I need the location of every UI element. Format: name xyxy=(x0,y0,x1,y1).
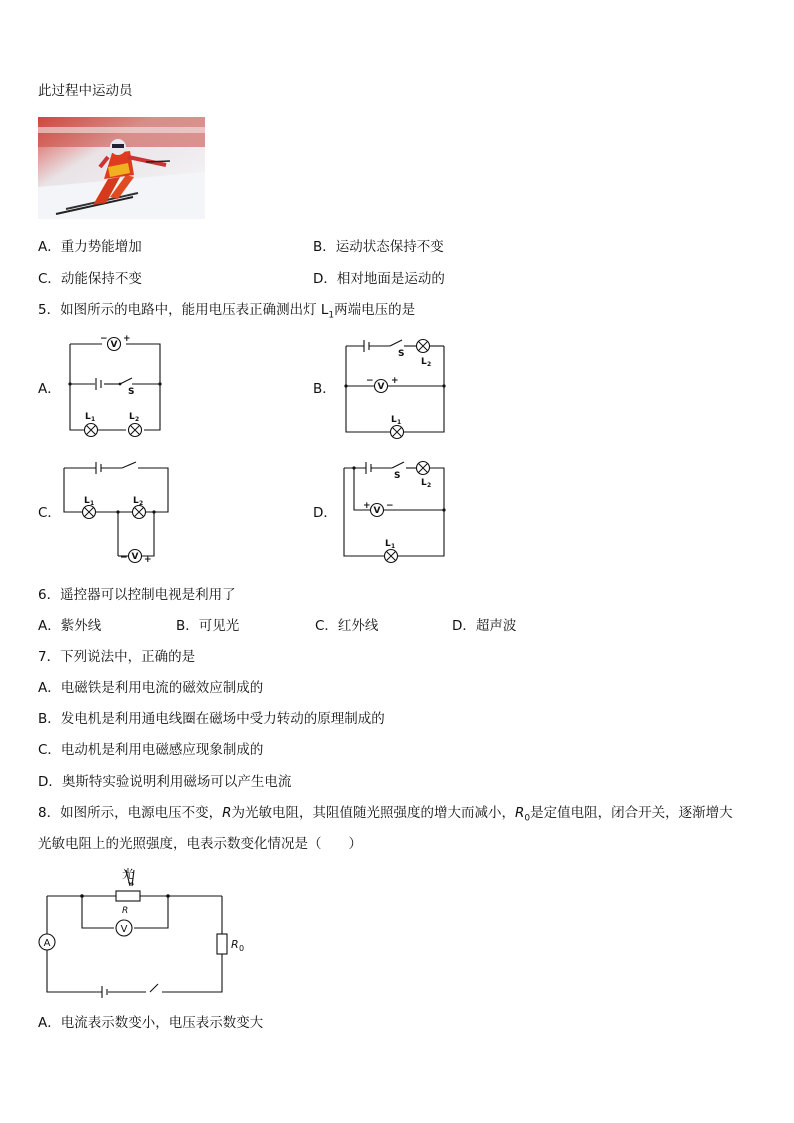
voltmeter-icon xyxy=(375,380,388,393)
q5-label-d: D． xyxy=(313,505,337,521)
q5-label-b: B． xyxy=(313,381,336,397)
q6-option-a: A．紫外线 xyxy=(38,618,102,634)
q5-stem xyxy=(38,301,415,325)
svg-text:A: A xyxy=(43,938,51,949)
q4-option-a: A．重力势能增加 xyxy=(38,239,142,255)
svg-text:1: 1 xyxy=(397,419,402,426)
svg-text:V: V xyxy=(110,340,118,350)
voltmeter-icon xyxy=(129,550,142,563)
svg-text:L: L xyxy=(391,415,397,425)
q7-option-a: A．电磁铁是利用电流的磁效应制成的 xyxy=(38,680,264,696)
q8-stem-part-c: 是定值电阻，闭合开关，逐渐增大 xyxy=(530,805,733,821)
svg-text:+: + xyxy=(144,555,152,565)
circuit-b xyxy=(336,336,456,441)
q5-label-c: C． xyxy=(38,505,61,521)
lamp-icon xyxy=(83,506,96,519)
svg-text:V: V xyxy=(120,924,128,935)
lamp-icon xyxy=(133,506,146,519)
lamp-icon xyxy=(129,424,142,437)
svg-text:S: S xyxy=(394,471,401,481)
svg-text:V: V xyxy=(377,382,385,392)
voltmeter-icon xyxy=(108,338,121,351)
svg-text:−: − xyxy=(386,501,394,511)
circuit-a xyxy=(60,334,170,439)
q4-stem: 此过程中运动员 xyxy=(38,83,133,99)
q4-option-d: D．相对地面是运动的 xyxy=(313,271,445,287)
q8-stem-line2: 光敏电阻上的光照强度，电表示数变化情况是（ ） xyxy=(38,836,362,852)
q8-stem-r0-sub: 0 xyxy=(524,813,531,824)
svg-text:2: 2 xyxy=(139,500,144,507)
ammeter-icon xyxy=(39,934,55,950)
svg-text:光: 光 xyxy=(122,867,135,881)
voltmeter-icon xyxy=(116,920,132,936)
q6-option-c: C．红外线 xyxy=(315,618,379,634)
svg-text:L: L xyxy=(133,496,139,506)
svg-text:V: V xyxy=(373,506,381,516)
svg-text:L: L xyxy=(85,412,91,422)
q7-option-d: D．奥斯特实验说明利用磁场可以产生电流 xyxy=(38,774,292,790)
svg-text:2: 2 xyxy=(135,416,140,423)
svg-text:2: 2 xyxy=(427,482,432,489)
lamp-icon xyxy=(85,424,98,437)
svg-text:L: L xyxy=(84,496,90,506)
q7-option-c: C．电动机是利用电磁感应现象制成的 xyxy=(38,742,264,758)
resistor-r0-icon xyxy=(217,934,227,954)
lamp-icon xyxy=(417,462,430,475)
circuit-d xyxy=(336,458,456,568)
circuit-c xyxy=(56,456,181,571)
svg-text:L: L xyxy=(385,539,391,549)
q5-label-a: A． xyxy=(38,381,61,397)
skier-photo xyxy=(38,117,205,219)
svg-text:L: L xyxy=(421,478,427,488)
q8-option-a: A．电流表示数变小，电压表示数变大 xyxy=(38,1015,264,1031)
photoresistor-icon xyxy=(116,891,140,901)
q5-stem-suffix: 两端电压的是 xyxy=(334,302,416,318)
svg-text:0: 0 xyxy=(239,944,245,953)
svg-text:+: + xyxy=(123,334,131,344)
lamp-icon xyxy=(391,426,404,439)
svg-text:−: − xyxy=(366,376,374,386)
svg-text:+: + xyxy=(363,501,371,511)
q8-stem-part-a: 8．如图所示，电源电压不变， xyxy=(38,805,223,821)
q6-option-b: B．可见光 xyxy=(176,618,240,634)
svg-text:2: 2 xyxy=(427,361,432,368)
q6-option-d: D．超声波 xyxy=(452,618,517,634)
svg-text:−: − xyxy=(120,553,128,563)
svg-text:L: L xyxy=(421,357,427,367)
svg-text:+: + xyxy=(391,376,399,386)
q6-stem: 6．遥控器可以控制电视是利用了 xyxy=(38,587,236,603)
svg-text:S: S xyxy=(398,349,405,359)
voltmeter-icon xyxy=(371,504,384,517)
lamp-icon xyxy=(385,550,398,563)
circuit-q8 xyxy=(34,862,254,1002)
svg-text:−: − xyxy=(100,334,108,344)
q8-stem-r: R xyxy=(222,805,232,821)
svg-text:R: R xyxy=(231,938,239,951)
q8-stem-r0: R xyxy=(514,805,525,821)
q5-stem-prefix: 5．如图所示的电路中，能用电压表正确测出灯 L xyxy=(38,302,329,318)
svg-text:1: 1 xyxy=(391,543,396,550)
svg-text:V: V xyxy=(131,552,139,562)
q4-option-b: B．运动状态保持不变 xyxy=(313,239,444,255)
q8-stem-part-b: 为光敏电阻，其阻值随光照强度的增大而减小， xyxy=(231,805,515,821)
q5-stem-sub: 1 xyxy=(328,310,335,321)
q7-stem: 7．下列说法中，正确的是 xyxy=(38,649,196,665)
svg-text:1: 1 xyxy=(91,416,96,423)
svg-text:1: 1 xyxy=(90,500,95,507)
q4-option-c: C．动能保持不变 xyxy=(38,271,142,287)
svg-text:S: S xyxy=(128,387,135,397)
q7-option-b: B．发电机是利用通电线圈在磁场中受力转动的原理制成的 xyxy=(38,711,385,727)
lamp-icon xyxy=(417,340,430,353)
q8-stem-line1 xyxy=(38,804,733,828)
svg-text:L: L xyxy=(129,412,135,422)
svg-text:R: R xyxy=(122,906,129,916)
